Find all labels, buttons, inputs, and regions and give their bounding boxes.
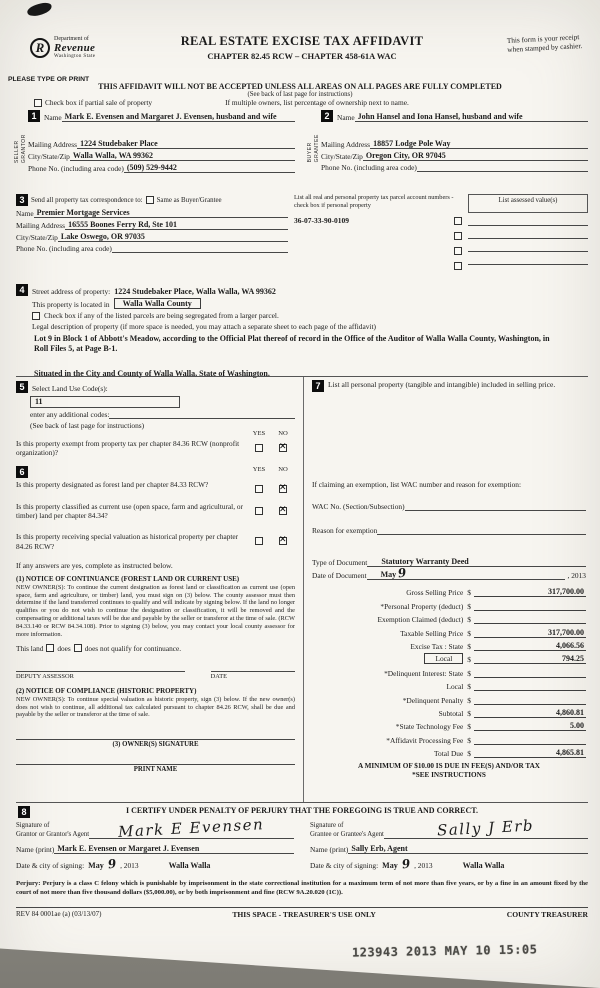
perjury-body: Perjury is a class C felony which is punishable by imprisonment in the state correctional institution for a maximum term of not more than five years, or by a fine in an amount fixed by the court of not more than five thousand dollars ($5,000.00), or by both imprisonment and fine (RCW 9A.20.020 (1C)). xyxy=(16,880,589,896)
section7-column xyxy=(304,377,588,802)
located-county-value: Walla Walla County xyxy=(114,298,201,309)
seller-mailing-value: 1224 Studebaker Place xyxy=(77,139,295,149)
see-instructions-note: *SEE INSTRUCTIONS xyxy=(412,771,486,780)
section3-left-col xyxy=(16,194,288,270)
question-forest xyxy=(16,480,295,498)
checkbox-exempt-no xyxy=(279,444,287,452)
question-current-use-text: Is this property classified as current use (open space, farm and agricultural, or timber) land per chapter 84.34? xyxy=(16,502,243,521)
grantor-word: GRANTOR xyxy=(21,134,27,164)
checkbox-personal-property-3 xyxy=(454,247,462,255)
deputy-assessor-line: DEPUTY ASSESSOR xyxy=(16,671,185,680)
question-exempt xyxy=(16,439,295,457)
parcel-number-1: 36-07-33-90-0109 xyxy=(294,215,349,225)
section4-property xyxy=(16,282,588,378)
section4-badge: 4 xyxy=(16,284,28,296)
buyer-name-value: John Hansel and Iona Hansel, husband and wife xyxy=(355,112,588,122)
section2-badge: 2 xyxy=(321,110,333,122)
checkbox-exempt-yes xyxy=(255,444,263,452)
treasurer-space-label: THIS SPACE - TREASURER'S USE ONLY xyxy=(232,910,376,919)
dollar-sign: $ xyxy=(467,695,471,705)
question-exempt-text: Is this property exempt from property tax per chapter 84.36 RCW (nonprofit organization)? xyxy=(16,439,240,458)
delinquent-penalty-value xyxy=(474,704,586,705)
left-column xyxy=(16,377,304,802)
middle-columns xyxy=(16,376,588,802)
affidavit-processing-fee-value xyxy=(474,744,586,745)
seller-word: SELLER xyxy=(14,140,20,164)
grantor-date-day-handwritten: 9 xyxy=(106,856,117,872)
yes-no-header-5 xyxy=(16,430,295,437)
personal-property-label: List all personal property (tangible and intangible) included in selling price. xyxy=(328,380,556,389)
checkbox-does-not xyxy=(74,644,82,652)
dollar-sign: $ xyxy=(467,628,471,638)
grantee-word: GRANTEE xyxy=(314,134,320,163)
grantee-date-city-label: Date & city of signing: xyxy=(310,860,379,870)
type-of-document-value: Statutory Warranty Deed xyxy=(367,557,586,567)
seller-section xyxy=(16,108,295,173)
does-label: does xyxy=(57,643,71,653)
tax-row-technology-fee: *State Technology Fee $ 5.00 xyxy=(395,721,584,732)
checkbox-historic-yes xyxy=(255,537,263,545)
section3-parcel-col xyxy=(294,194,462,270)
dollar-sign: $ xyxy=(467,641,471,651)
tax-row-delinquent-penalty: *Delinquent Penalty $ xyxy=(312,691,586,704)
legal-description-label: Legal description of property (if more space is needed, you may attach a separate sheet to each page of the affidavit) xyxy=(32,322,376,331)
question-current-use xyxy=(16,502,295,520)
rev-number: REV 84 0001ae (a) (03/13/07) xyxy=(16,910,102,918)
grantee-name-print-row xyxy=(310,844,588,854)
grantee-date-month: May xyxy=(382,860,398,870)
form-title: REAL ESTATE EXCISE TAX AFFIDAVIT xyxy=(180,34,424,48)
no-header-5: NO xyxy=(278,430,288,437)
owners-signature-line: (3) OWNER(S) SIGNATURE xyxy=(16,739,295,748)
grantor-name-print-row xyxy=(16,844,294,854)
no-header-6: NO xyxy=(278,466,288,474)
checkbox-same-as-buyer xyxy=(146,196,154,204)
this-land-label: This land xyxy=(16,643,44,653)
additional-codes-value xyxy=(109,418,295,419)
gross-selling-price-value: 317,700.00 xyxy=(474,587,586,597)
seller-csz-value: Walla Walla, WA 99362 xyxy=(70,151,295,161)
seller-name-value: Mark E. Evensen and Margaret J. Evensen, husband and wife xyxy=(62,112,295,122)
reason-value xyxy=(377,534,586,535)
form-header xyxy=(16,34,588,61)
checkbox-personal-property-4 xyxy=(454,262,462,270)
yes-header-5: YES xyxy=(252,430,266,437)
yes-header-6: YES xyxy=(252,466,266,474)
title-block xyxy=(16,34,588,61)
certify-statement: I CERTIFY UNDER PENALTY OF PERJURY THAT THE FOREGOING IS TRUE AND CORRECT. xyxy=(125,806,478,815)
checkbox-personal-property-1 xyxy=(454,217,462,225)
legal-description-value: Lot 9 in Block 1 of Abbott's Meadow, according to the Official Plat thereof of record in the Office of the Auditor of Walla Walla County, Washington, in Roll Files 5, at Page B-1. xyxy=(34,334,550,354)
notice1-title: (1) NOTICE OF CONTINUANCE (FOREST LAND OR CURRENT USE) xyxy=(16,574,240,583)
grantee-date-city-row xyxy=(310,856,588,872)
see-back-note: (See back of last page for instructions) xyxy=(247,91,353,98)
checkbox-current-yes xyxy=(255,507,263,515)
receipt-note-line2: when stamped by cashier. xyxy=(507,41,583,55)
delinquent-interest-state-value xyxy=(474,677,586,678)
yes-no-header-6 xyxy=(28,466,295,478)
parties-row xyxy=(16,108,588,173)
multiple-owners-note: If multiple owners, list percentage of ownership next to name. xyxy=(225,98,409,107)
question-historic-text: Is this property receiving special valuation as historical property per chapter 84.26 RCW? xyxy=(16,532,239,551)
dollar-sign: $ xyxy=(467,655,471,665)
seller-side-label xyxy=(14,134,28,163)
checkbox-forest-yes xyxy=(255,485,263,493)
buyer-side-label xyxy=(307,134,321,162)
section3-correspondence xyxy=(16,194,588,270)
reason-label: Reason for exemption xyxy=(312,526,378,535)
checkbox-forest-no xyxy=(279,485,287,493)
delinquent-interest-local-value xyxy=(474,690,586,691)
corr-phone-value xyxy=(112,252,288,253)
perjury-lead: Perjury: xyxy=(16,880,41,887)
buyer-mailing-label: Mailing Address xyxy=(321,140,371,149)
checkbox-current-no xyxy=(279,507,287,515)
tax-row-taxable: Taxable Selling Price $ 317,700.00 xyxy=(400,627,584,638)
header-warning: THIS AFFIDAVIT WILL NOT BE ACCEPTED UNLESS ALL AREAS ON ALL PAGES ARE FULLY COMPLETED xyxy=(98,82,502,91)
certify-row xyxy=(16,806,588,815)
section6-badge: 6 xyxy=(16,466,28,478)
tax-computation-table xyxy=(312,584,586,758)
partial-sale-row xyxy=(34,98,588,107)
dollar-sign: $ xyxy=(467,682,471,692)
checkbox-historic-no xyxy=(279,537,287,545)
street-address-value: 1224 Studebaker Place, Walla Walla, WA 99362 xyxy=(114,287,276,296)
located-in-label: This property is located in xyxy=(32,300,110,309)
subtotal-value: 4,860.81 xyxy=(474,708,586,718)
dollar-sign: $ xyxy=(467,588,471,598)
state-technology-fee-value: 5.00 xyxy=(474,721,586,731)
local-tax-value: 794.25 xyxy=(474,654,586,664)
minimum-due-note: A MINIMUM OF $10.00 IS DUE IN FEE(S) AND/OR TAX xyxy=(358,762,540,771)
assessed-value-line-4 xyxy=(468,252,588,265)
grantor-date-city-label: Date & city of signing: xyxy=(16,860,85,870)
grantor-signature-line xyxy=(89,815,294,841)
seller-mailing-label: Mailing Address xyxy=(28,140,78,149)
notice1-body: NEW OWNER(S): To continue the current designation as forest land or classification as current use (open space, farm and agriculture, or timber) land, you must sign on (3) below. The county assessor must then determine if the land transferred continues to qualify and will indicate by signing below. If the land no longer qualifies or you do not wish to continue the designation or classification, it will be removed and the compensating or additional taxes will be due and payable by the seller or transferor at the time of sale. (RCW 84.33.140 or RCW 84.34.108). Prior to signing (3) below, you may contact your local county assessor for more information. xyxy=(16,583,295,638)
checkbox-partial-sale xyxy=(34,99,42,107)
date-day-handwritten: 9 xyxy=(397,565,408,581)
grantee-name-print-label: Name (print) xyxy=(310,845,349,854)
exemption-intro: If claiming an exemption, list WAC number and reason for exemption: xyxy=(312,480,522,489)
corr-name-label: Name xyxy=(16,209,34,218)
personal-property-blank-space xyxy=(312,392,586,480)
tax-row-delinquent-interest-local: Local $ xyxy=(312,678,586,691)
perjury-clause xyxy=(16,880,588,897)
tax-row-local: Local $ 794.25 xyxy=(312,651,586,664)
question-historic xyxy=(16,532,295,550)
checkbox-does xyxy=(46,644,54,652)
dept-line1: Department of xyxy=(54,36,89,42)
street-address-label: Street address of property: xyxy=(32,287,111,296)
date-of-document-label: Date of Document xyxy=(312,571,367,580)
county-treasurer-label: COUNTY TREASURER xyxy=(506,910,588,919)
grantor-signature-handwriting: Mark E Evensen xyxy=(118,815,266,841)
section7-header xyxy=(312,380,586,392)
please-type-or-print: PLEASE TYPE OR PRINT xyxy=(8,76,90,83)
type-of-document-label: Type of Document xyxy=(312,558,368,567)
segregated-label: Check box if any of the listed parcels are being segregated from a larger parcel. xyxy=(44,311,279,320)
grantor-name-print-value: Mark E. Evensen or Margaret J. Evensen xyxy=(54,844,294,854)
logo-text xyxy=(54,36,95,59)
tax-row-total-due: Total Due $ 4,865.81 xyxy=(434,748,584,759)
buyer-name-label: Name xyxy=(337,113,355,122)
dollar-sign: $ xyxy=(467,708,471,718)
dollar-sign: $ xyxy=(467,668,471,678)
checkbox-personal-property-2 xyxy=(454,232,462,240)
notice2-title: (2) NOTICE OF COMPLIANCE (HISTORIC PROPERTY) xyxy=(16,686,197,695)
grantee-signature-handwriting: Sally J Erb xyxy=(437,816,535,840)
see-back-note-5: (See back of last page for instructions) xyxy=(30,421,145,430)
section7-badge: 7 xyxy=(312,380,324,392)
question-forest-text: Is this property designated as forest land per chapter 84.33 RCW? xyxy=(16,480,209,490)
seller-phone-label: Phone No. (including area code) xyxy=(28,164,124,173)
section1-badge: 1 xyxy=(28,110,40,122)
corr-name-value: Premier Mortgage Services xyxy=(34,208,288,218)
buyer-phone-label: Phone No. (including area code) xyxy=(321,163,417,172)
dept-line2: Revenue xyxy=(54,42,96,54)
buyer-csz-label: City/State/Zip xyxy=(321,152,363,161)
continuance-qualify-row xyxy=(16,644,295,653)
assessed-value-line-1 xyxy=(468,213,588,226)
corr-mailing-value: 16555 Boones Ferry Rd, Ste 101 xyxy=(65,220,288,230)
seller-phone-value: (509) 529-9442 xyxy=(124,163,295,173)
grantor-city: Walla Walla xyxy=(168,860,211,870)
grantee-date-year: , 2013 xyxy=(414,860,433,870)
does-not-label: does not qualify for continuance. xyxy=(84,643,182,653)
tax-row-gross: Gross Selling Price $ 317,700.00 xyxy=(406,587,584,598)
buyer-section xyxy=(309,108,588,173)
dollar-sign: $ xyxy=(467,735,471,745)
grantee-signature-line xyxy=(384,816,588,840)
section8-badge: 8 xyxy=(18,806,30,818)
taxable-selling-price-value: 317,700.00 xyxy=(474,628,586,638)
print-name-line: PRINT NAME xyxy=(16,764,295,773)
grantor-date-city-row xyxy=(16,856,294,872)
wac-label: WAC No. (Section/Subsection) xyxy=(312,502,405,511)
grantor-signature-label: Signature of Grantor or Grantor's Agent xyxy=(16,822,90,838)
total-due-value: 4,865.81 xyxy=(474,748,586,758)
send-correspondence-label: Send all property tax correspondence to: xyxy=(31,196,143,204)
partial-sale-label: Check box if partial sale of property xyxy=(45,98,153,107)
section8-signatures xyxy=(16,802,588,870)
dor-logo xyxy=(30,36,95,59)
tax-row-delinquent-interest-state: *Delinquent Interest: State $ xyxy=(312,664,586,677)
buyer-phone-value xyxy=(417,171,588,172)
seller-name-label: Name xyxy=(44,113,62,122)
buyer-mailing-value: 18857 Lodge Pole Way xyxy=(370,139,588,149)
situated-statement: Situated in the City and County of Walla Walla, State of Washington. xyxy=(34,368,270,378)
tax-row-affidavit-fee: *Affidavit Processing Fee $ xyxy=(312,731,586,744)
corr-mailing-label: Mailing Address xyxy=(16,221,66,230)
dept-line3: Washington State xyxy=(54,54,96,59)
date-month: May xyxy=(380,570,397,579)
section5-badge: 5 xyxy=(16,381,28,393)
buyer-csz-value: Oregon City, OR 97045 xyxy=(363,151,588,161)
dollar-sign: $ xyxy=(467,615,471,625)
if-yes-note: If any answers are yes, complete as instructed below. xyxy=(16,560,173,570)
tax-row-personal-deduct: *Personal Property (deduct) $ xyxy=(312,597,586,610)
dollar-sign: $ xyxy=(467,749,471,759)
receipt-note-line1: This form is your receipt xyxy=(506,32,580,45)
grantee-name-print-value: Sally Erb, Agent xyxy=(348,844,588,854)
assessed-value-line-2 xyxy=(468,226,588,239)
exemption-claimed-value xyxy=(474,623,586,624)
grantee-signature-cell xyxy=(310,816,588,840)
dollar-sign: $ xyxy=(467,722,471,732)
land-use-code-value: 11 xyxy=(30,396,180,408)
revenue-logo-icon: R xyxy=(30,38,50,58)
form-chapter: CHAPTER 82.45 RCW – CHAPTER 458-61A WAC xyxy=(207,51,397,61)
corr-csz-label: City/State/Zip xyxy=(16,233,58,242)
corr-phone-label: Phone No. (including area code) xyxy=(16,244,112,253)
grantor-signature-cell xyxy=(16,815,294,841)
section3-header xyxy=(16,194,288,206)
grantee-city: Walla Walla xyxy=(462,860,505,870)
excise-tax-state-value: 4,066.56 xyxy=(474,641,586,651)
dollar-sign: $ xyxy=(467,601,471,611)
seller-csz-label: City/State/Zip xyxy=(28,152,70,161)
section3-badge: 3 xyxy=(16,194,28,206)
additional-codes-label: enter any additional codes: xyxy=(30,410,110,419)
land-use-title: Select Land Use Code(s): xyxy=(32,384,108,393)
date-year: , 2013 xyxy=(567,571,586,580)
tax-row-excise-state: Excise Tax : State $ 4,066.56 xyxy=(410,640,584,651)
same-as-buyer-label: Same as Buyer/Grantee xyxy=(156,196,222,204)
notice2-body: NEW OWNER(S): To continue special valuation as historic property, sign (3) below. If the new owner(s) does not wish to continue, all additional tax calculated pursuant to chapter 84.26 RCW, shall be due and payable by the seller or transferor at the time of sale. xyxy=(16,695,295,719)
grantor-date-year: , 2013 xyxy=(120,860,139,870)
grantee-signature-label: Signature of Grantee or Grantee's Agent xyxy=(310,822,384,838)
section3-assessed-col xyxy=(468,194,588,270)
assessed-values-header: List assessed value(s) xyxy=(468,194,588,213)
corr-csz-value: Lake Oswego, OR 97035 xyxy=(58,232,288,242)
tax-row-exemption-deduct: Exemption Claimed (deduct) $ xyxy=(312,611,586,624)
grantee-date-day-handwritten: 9 xyxy=(400,856,411,872)
grantor-name-print-label: Name (print) xyxy=(16,845,55,854)
checkbox-segregated xyxy=(32,312,40,320)
assessed-value-line-3 xyxy=(468,239,588,252)
parcel-numbers-header: List all real and personal property tax parcel account numbers - check box if personal property xyxy=(294,194,454,209)
grantor-date-month: May xyxy=(88,860,104,870)
buyer-word: BUYER xyxy=(307,142,313,163)
personal-property-deduct-value xyxy=(474,610,586,611)
tax-row-subtotal: Subtotal $ 4,860.81 xyxy=(438,707,584,718)
form-footer xyxy=(16,907,588,919)
cashier-receipt-stamp: 123943 2013 MAY 10 15:05 xyxy=(351,942,538,960)
wac-value xyxy=(405,510,586,511)
deputy-assessor-row xyxy=(16,671,295,680)
date-line: DATE xyxy=(211,671,295,680)
